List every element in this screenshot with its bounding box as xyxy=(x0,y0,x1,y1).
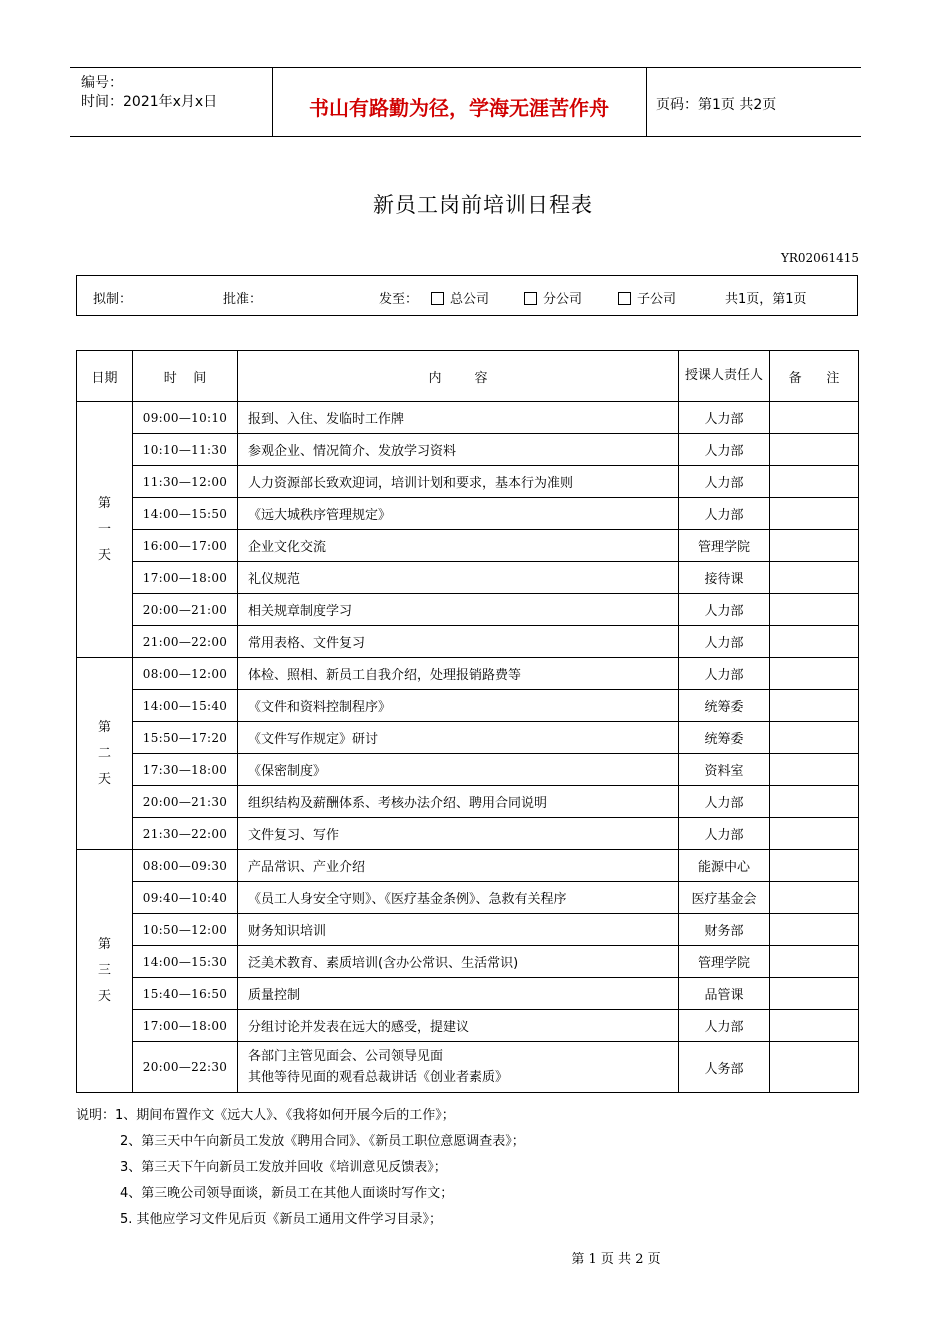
department-cell: 人力部 xyxy=(679,402,770,434)
header-person: 授课人责任人 xyxy=(679,351,770,402)
table-row xyxy=(77,1042,859,1093)
time-cell: 09:00—10:10 xyxy=(133,402,238,434)
content-cell: 常用表格、文件复习 xyxy=(238,626,679,658)
department-cell: 人力部 xyxy=(679,786,770,818)
department-cell: 人力部 xyxy=(679,818,770,850)
note-cell xyxy=(770,1042,859,1093)
header-date: 日期 xyxy=(77,351,133,402)
time-cell: 08:00—09:30 xyxy=(133,850,238,882)
content-cell: 礼仪规范 xyxy=(238,562,679,594)
department-cell: 人务部 xyxy=(679,1042,770,1093)
table-row xyxy=(77,530,859,562)
time-cell: 10:10—11:30 xyxy=(133,434,238,466)
table-row xyxy=(77,690,859,722)
option-label: 总公司 xyxy=(450,292,490,307)
option-branch-office[interactable] xyxy=(524,288,582,307)
content-line: 各部门主管见面会、公司领导见面 xyxy=(248,1049,444,1064)
department-cell: 人力部 xyxy=(679,1010,770,1042)
table-row xyxy=(77,594,859,626)
day-label-char: 一 xyxy=(97,521,111,537)
content-cell: 《远大城秩序管理规定》 xyxy=(238,498,679,530)
note-line: 4、第三晚公司领导面谈，新员工在其他人面谈时写作文； xyxy=(120,1186,454,1201)
note-cell xyxy=(770,626,859,658)
time-cell: 21:30—22:00 xyxy=(133,818,238,850)
content-cell: 财务知识培训 xyxy=(238,914,679,946)
note-line: 2、第三天中午向新员工发放《聘用合同》、《新员工职位意愿调查表》； xyxy=(120,1134,525,1149)
note-cell xyxy=(770,562,859,594)
content-cell: 参观企业、情况简介、发放学习资料 xyxy=(238,434,679,466)
department-cell: 人力部 xyxy=(679,626,770,658)
time-cell: 09:40—10:40 xyxy=(133,882,238,914)
content-cell: 人力资源部长致欢迎词，培训计划和要求，基本行为准则 xyxy=(238,466,679,498)
approved-label: 批准： xyxy=(223,292,263,307)
schedule-table xyxy=(76,350,859,1093)
time-cell: 21:00—22:00 xyxy=(133,626,238,658)
content-cell: 泛美术教育、素质培训(含办公常识、生活常识) xyxy=(238,946,679,978)
day-label xyxy=(77,402,133,658)
table-row xyxy=(77,914,859,946)
department-cell: 品管课 xyxy=(679,978,770,1010)
day-label-char: 天 xyxy=(97,547,111,563)
table-row xyxy=(77,818,859,850)
time-cell: 14:00—15:40 xyxy=(133,690,238,722)
content-cell: 《文件和资料控制程序》 xyxy=(238,690,679,722)
note-cell xyxy=(770,498,859,530)
department-cell: 人力部 xyxy=(679,498,770,530)
option-label: 分公司 xyxy=(543,292,583,307)
department-cell: 接待课 xyxy=(679,562,770,594)
day-label-char: 天 xyxy=(97,771,111,787)
time-cell: 14:00—15:30 xyxy=(133,946,238,978)
note-cell xyxy=(770,402,859,434)
note-cell xyxy=(770,530,859,562)
content-cell: 分组讨论并发表在远大的感受，提建议 xyxy=(238,1010,679,1042)
note-cell xyxy=(770,690,859,722)
department-cell: 财务部 xyxy=(679,914,770,946)
note-cell xyxy=(770,914,859,946)
department-cell: 人力部 xyxy=(679,594,770,626)
time-cell: 17:00—18:00 xyxy=(133,1010,238,1042)
time-cell: 11:30—12:00 xyxy=(133,466,238,498)
table-row xyxy=(77,978,859,1010)
content-cell: 质量控制 xyxy=(238,978,679,1010)
note-cell xyxy=(770,882,859,914)
day-label-char: 三 xyxy=(97,963,111,978)
document-title: 新员工岗前培训日程表 xyxy=(373,193,593,217)
note-cell xyxy=(770,946,859,978)
department-cell: 人力部 xyxy=(679,658,770,690)
page-header xyxy=(70,67,861,137)
content-cell xyxy=(238,1042,679,1093)
header-note: 备 注 xyxy=(770,351,859,402)
content-cell: 体检、照相、新员工自我介绍，处理报销路费等 xyxy=(238,658,679,690)
day-label-char: 二 xyxy=(97,745,111,761)
header-content: 内 容 xyxy=(238,351,679,402)
table-row xyxy=(77,786,859,818)
table-row xyxy=(77,722,859,754)
time-cell: 20:00—21:00 xyxy=(133,594,238,626)
checkbox-icon[interactable] xyxy=(431,292,444,305)
note-cell xyxy=(770,1010,859,1042)
table-row xyxy=(77,946,859,978)
content-cell: 《保密制度》 xyxy=(238,754,679,786)
table-row xyxy=(77,754,859,786)
time-cell: 15:40—16:50 xyxy=(133,978,238,1010)
table-row xyxy=(77,466,859,498)
table-row xyxy=(77,402,859,434)
time-cell: 17:30—18:00 xyxy=(133,754,238,786)
content-cell: 企业文化交流 xyxy=(238,530,679,562)
content-line: 其他等待见面的观看总裁讲话《创业者素质》 xyxy=(248,1070,509,1085)
time-cell: 16:00—17:00 xyxy=(133,530,238,562)
content-cell: 《文件写作规定》研讨 xyxy=(238,722,679,754)
header-motto: 书山有路勤为径，学海无涯苦作舟 xyxy=(309,96,609,120)
day-label-char: 天 xyxy=(97,989,111,1004)
department-cell: 医疗基金会 xyxy=(679,882,770,914)
content-cell: 《员工人身安全守则》、《医疗基金条例》、急救有关程序 xyxy=(238,882,679,914)
document-code: YR02061415 xyxy=(780,251,859,265)
department-cell: 统筹委 xyxy=(679,722,770,754)
table-row xyxy=(77,850,859,882)
note-cell xyxy=(770,434,859,466)
time-cell: 20:00—22:30 xyxy=(133,1042,238,1093)
day-label-char: 第 xyxy=(97,719,111,735)
option-head-office[interactable] xyxy=(431,288,489,307)
note-cell xyxy=(770,786,859,818)
department-cell: 人力部 xyxy=(679,434,770,466)
department-cell: 人力部 xyxy=(679,466,770,498)
content-cell: 产品常识、产业介绍 xyxy=(238,850,679,882)
day-label-char: 第 xyxy=(97,495,111,511)
content-cell: 文件复习、写作 xyxy=(238,818,679,850)
note-cell xyxy=(770,722,859,754)
note-cell xyxy=(770,754,859,786)
day-label-char: 第 xyxy=(97,937,111,952)
checkbox-icon[interactable] xyxy=(618,292,631,305)
option-subsidiary[interactable] xyxy=(618,288,676,307)
approval-box xyxy=(76,275,858,316)
doc-time-label: 时间：2021年x月x日 xyxy=(81,94,218,110)
table-row xyxy=(77,1010,859,1042)
day-label xyxy=(77,850,133,1093)
content-cell: 相关规章制度学习 xyxy=(238,594,679,626)
table-row xyxy=(77,626,859,658)
note-cell xyxy=(770,466,859,498)
header-divider xyxy=(646,68,647,136)
note-cell xyxy=(770,658,859,690)
checkbox-icon[interactable] xyxy=(524,292,537,305)
table-row xyxy=(77,658,859,690)
day-label xyxy=(77,658,133,850)
content-cell: 报到、入住、发临时工作牌 xyxy=(238,402,679,434)
time-cell: 15:50—17:20 xyxy=(133,722,238,754)
content-cell: 组织结构及薪酬体系、考核办法介绍、聘用合同说明 xyxy=(238,786,679,818)
note-cell xyxy=(770,594,859,626)
department-cell: 管理学院 xyxy=(679,946,770,978)
approval-page-count: 共1页，第1页 xyxy=(725,292,807,307)
department-cell: 能源中心 xyxy=(679,850,770,882)
department-cell: 资料室 xyxy=(679,754,770,786)
send-to-label: 发至： xyxy=(379,292,419,307)
time-cell: 20:00—21:30 xyxy=(133,786,238,818)
header-time: 时 间 xyxy=(133,351,238,402)
option-label: 子公司 xyxy=(637,292,677,307)
table-header-row xyxy=(77,351,859,402)
department-cell: 统筹委 xyxy=(679,690,770,722)
note-cell xyxy=(770,850,859,882)
time-cell: 17:00—18:00 xyxy=(133,562,238,594)
time-cell: 10:50—12:00 xyxy=(133,914,238,946)
department-cell: 管理学院 xyxy=(679,530,770,562)
note-cell xyxy=(770,818,859,850)
note-line: 说明：1、期间布置作文《远大人》、《我将如何开展今后的工作》； xyxy=(76,1108,455,1123)
table-row xyxy=(77,498,859,530)
page-footer: 第 1 页 共 2 页 xyxy=(571,1252,661,1267)
table-row xyxy=(77,434,859,466)
time-cell: 08:00—12:00 xyxy=(133,658,238,690)
table-row xyxy=(77,562,859,594)
table-row xyxy=(77,882,859,914)
note-line: 3、第三天下午向新员工发放并回收《培训意见反馈表》； xyxy=(120,1160,447,1175)
header-page-number: 页码：第1页 共2页 xyxy=(656,97,777,113)
doc-number-label: 编号： xyxy=(81,75,123,91)
note-line: 5. 其他应学习文件见后页《新员工通用文件学习目录》； xyxy=(120,1212,443,1227)
note-cell xyxy=(770,978,859,1010)
time-cell: 14:00—15:50 xyxy=(133,498,238,530)
drafted-label: 拟制： xyxy=(93,292,133,307)
